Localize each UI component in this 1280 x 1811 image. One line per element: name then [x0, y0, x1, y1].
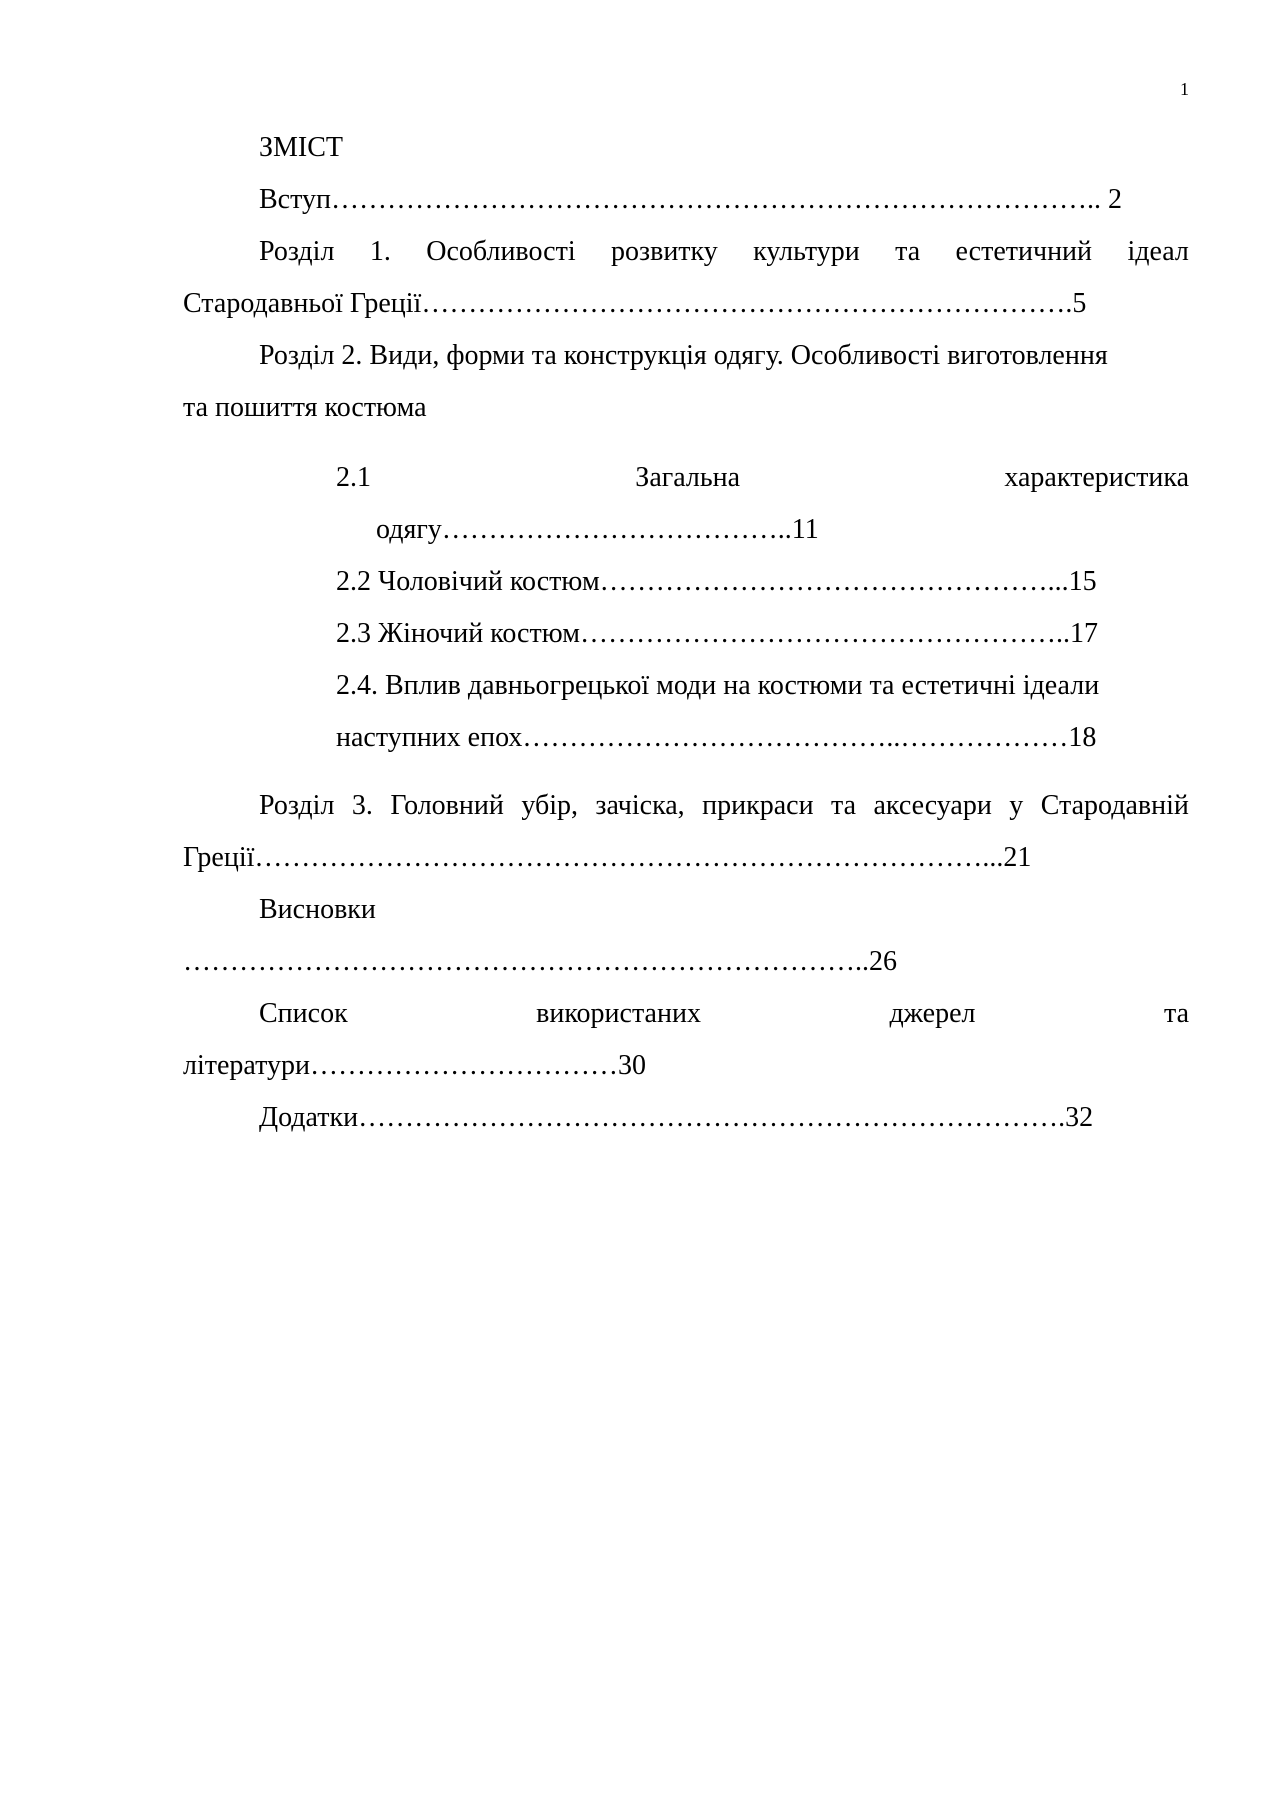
toc-chapter1-line2: Стародавньої Греції…………………………………………………………….5 [183, 288, 1087, 319]
toc-word: ідеал [1127, 236, 1189, 267]
toc-chapter3-line2: Греції……………………………………………………………………...21 [183, 842, 1032, 873]
toc-word: Головний [390, 790, 504, 821]
toc-word: Загальна [635, 462, 741, 493]
toc-word: Розділ [259, 790, 335, 821]
toc-word: розвитку [611, 236, 718, 267]
toc-word: використаних [536, 998, 701, 1029]
toc-word: естетичний [955, 236, 1093, 267]
toc-word: убір, [521, 790, 578, 821]
toc-word: Особливості [426, 236, 576, 267]
toc-word: характеристика [1004, 462, 1189, 493]
toc-word: та [1163, 998, 1189, 1029]
toc-conclusions-page: ………………………………………………………………..26 [183, 946, 897, 977]
toc-section-2-1-line1 [336, 452, 1189, 504]
toc-word: у [1009, 790, 1024, 821]
toc-title: ЗМІСТ [259, 132, 344, 163]
toc-section-2-1-line2: одягу………………………………..11 [376, 514, 819, 545]
toc-word: Стародавній [1040, 790, 1189, 821]
toc-word: 1. [369, 236, 391, 267]
toc-chapter3-line1 [259, 780, 1189, 832]
toc-word: аксесуари [873, 790, 992, 821]
toc-appendix: Додатки………………………………………………………………….32 [259, 1102, 1094, 1133]
toc-word: 3. [351, 790, 373, 821]
toc-conclusions: Висновки [259, 894, 376, 925]
toc-section-2-2: 2.2 Чоловічий костюм…………………………………………...15 [336, 566, 1097, 597]
toc-section-2-4-line1: 2.4. Вплив давньогрецької моди на костюми та естетичні ідеали [336, 670, 1100, 701]
toc-chapter2-line1: Розділ 2. Види, форми та конструкція одягу. Особливості виготовлення [259, 340, 1108, 371]
toc-sources-line2: літератури……………………………30 [183, 1050, 646, 1081]
toc-word: Список [259, 998, 348, 1029]
toc-word: та [831, 790, 857, 821]
toc-section-2-3: 2.3 Жіночий костюм……………………………………………..17 [336, 618, 1098, 649]
toc-section-2-4-line2: наступних епох…………………………………..………………18 [336, 722, 1097, 753]
toc-word: Розділ [259, 236, 335, 267]
toc-word: 2.1 [336, 462, 371, 493]
toc-sources-line1 [259, 988, 1189, 1040]
toc-chapter1-line1 [259, 226, 1189, 278]
toc-word: зачіска, [595, 790, 685, 821]
toc-chapter2-line2: та пошиття костюма [183, 392, 427, 423]
toc-word: та [895, 236, 921, 267]
toc-word: джерел [889, 998, 976, 1029]
toc-word: культури [753, 236, 860, 267]
toc-word: прикраси [702, 790, 814, 821]
page-number: 1 [1180, 79, 1189, 99]
toc-intro: Вступ……………………………………………………………………….. 2 [259, 184, 1122, 215]
